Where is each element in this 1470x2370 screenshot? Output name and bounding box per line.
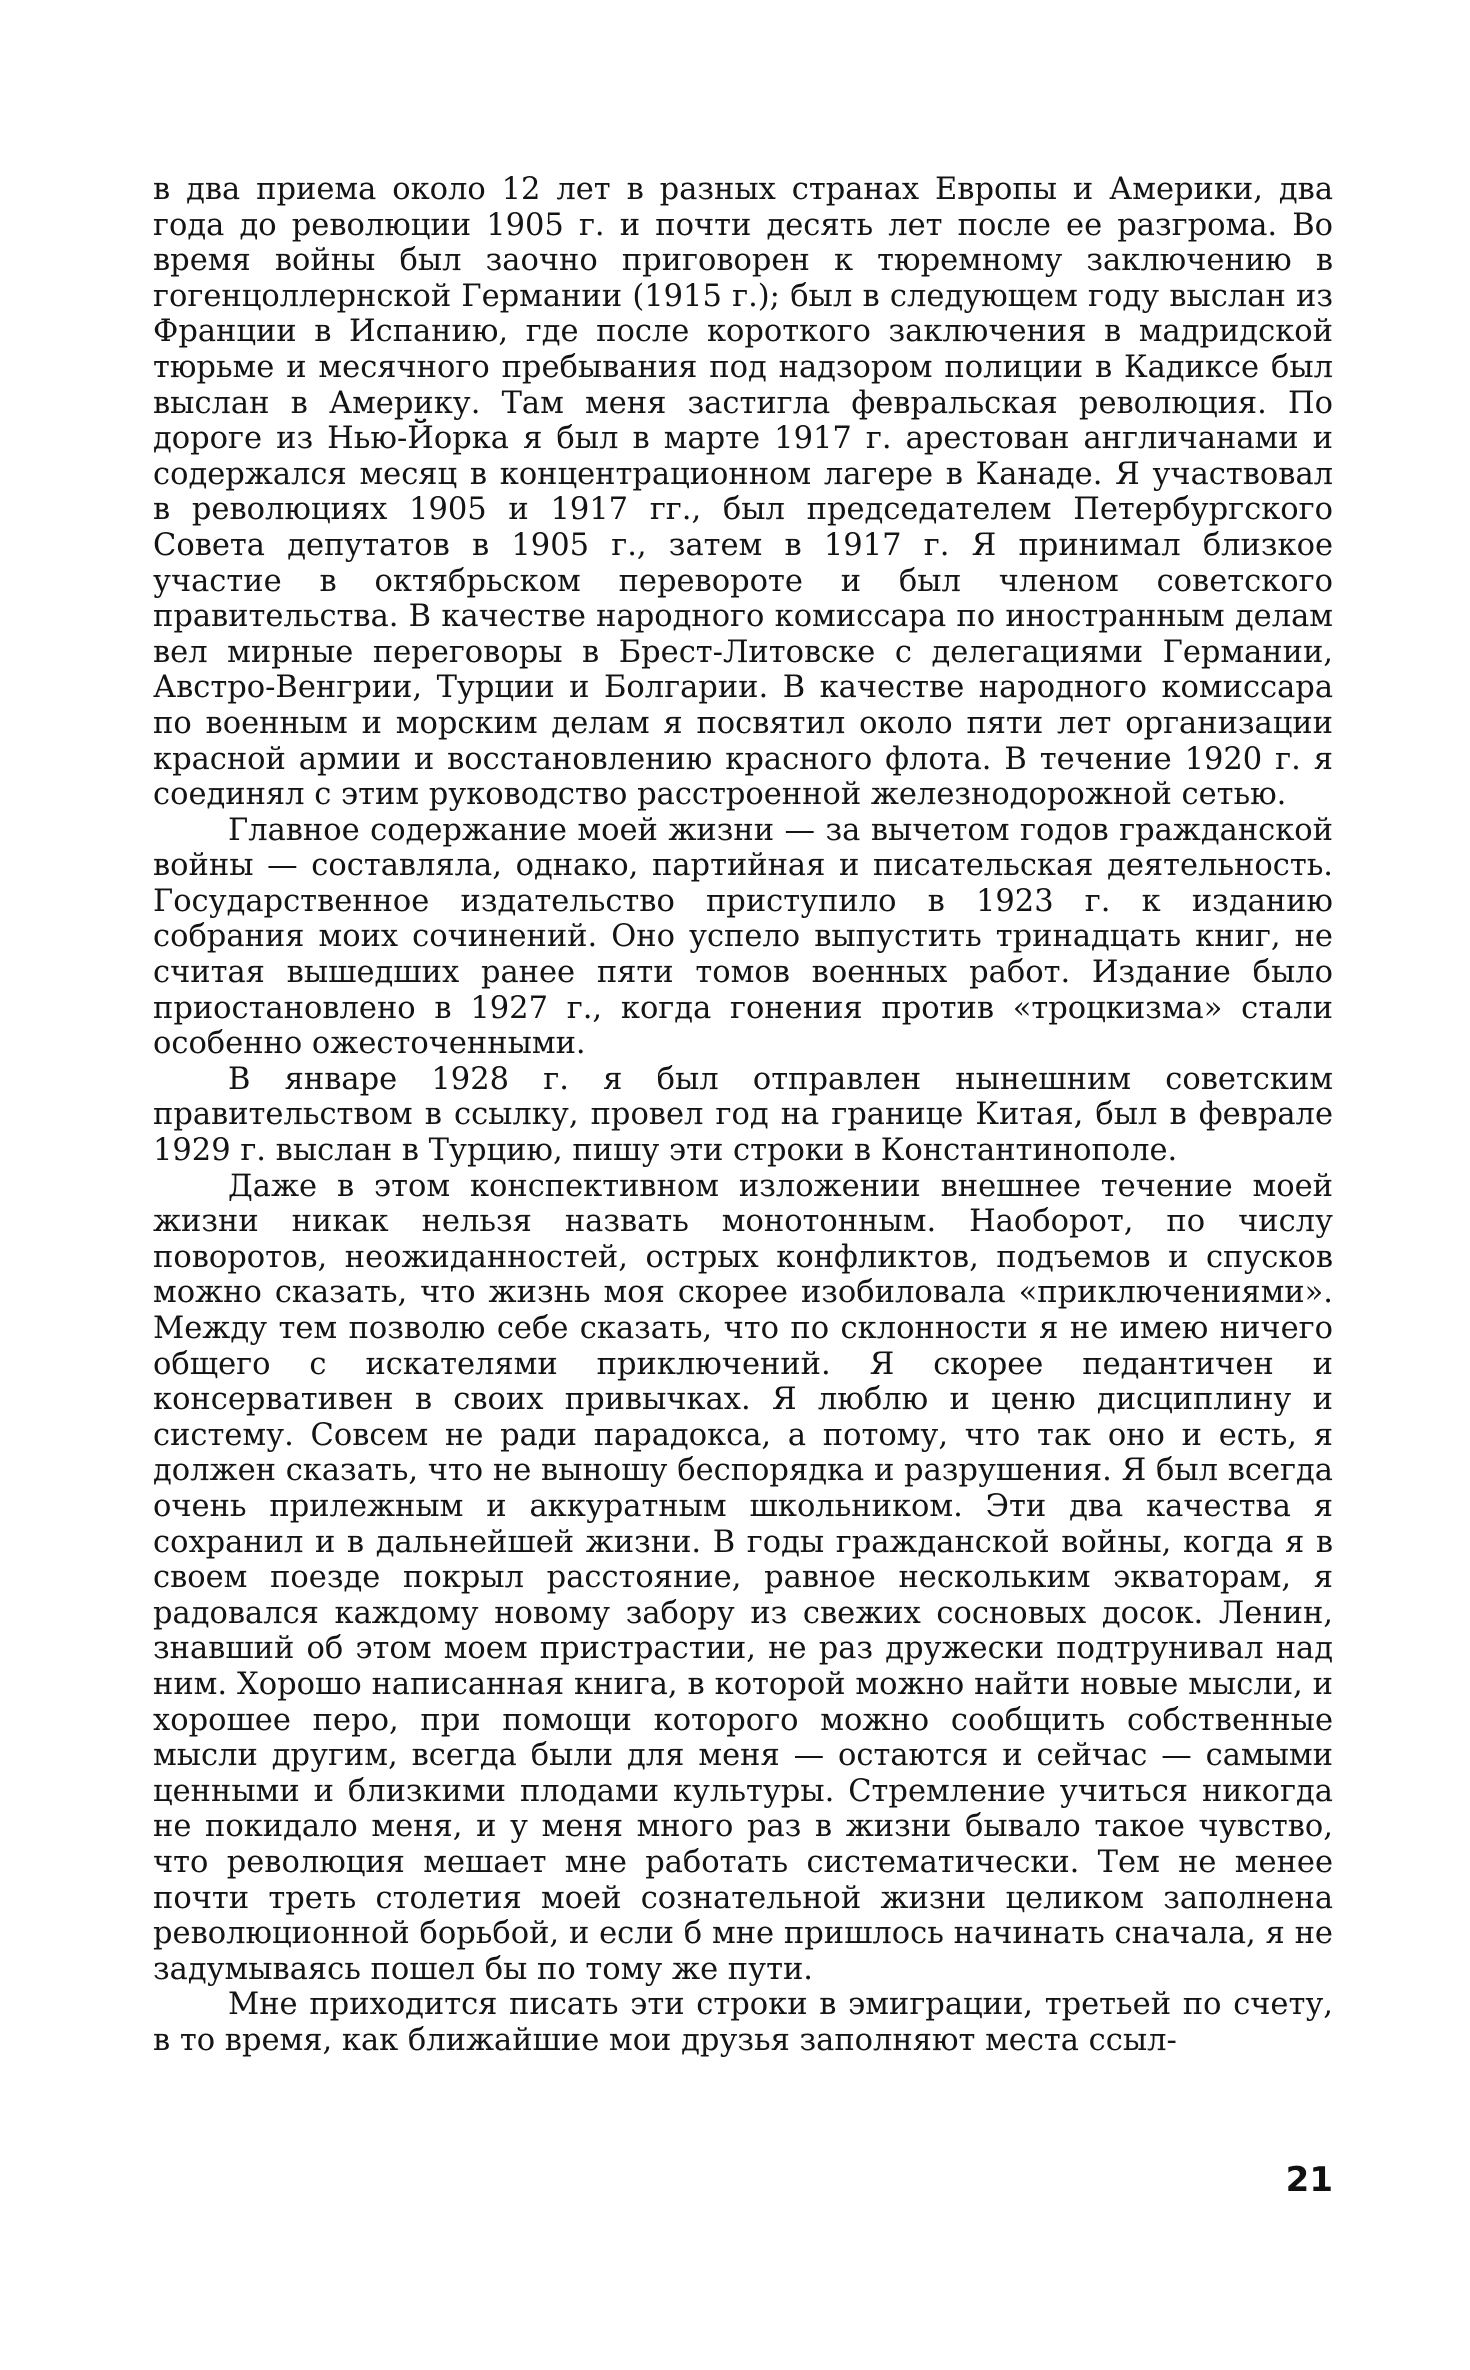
body-text [153,172,1333,2058]
paragraph-4: Даже в этом конспективном изложении внешнее течение моей жизни никак нельзя назвать монотонным. Наоборот, по числу поворотов, неожиданностей, острых конфликтов, подъемов и спусков можно сказать, что жизнь моя скорее изобиловала «приключениями». Между тем позволю себе сказать, что по склонности я не имею ничего общего с искателями приключений. Я скорее педантичен и консервативен в своих привычках. Я люблю и ценю дисциплину и систему. Совсем не ради парадокса, а потому, что так оно и есть, я должен сказать, что не выношу беспорядка и разрушения. Я был всегда очень прилежным и аккуратным школьником. Эти два качества я сохранил и в дальнейшей жизни. В годы гражданской войны, когда я в своем поезде покрыл расстояние, равное нескольким экваторам, я радовался каждому новому забору из свежих сосновых досок. Ленин, знавший об этом моем пристрастии, не раз дружески подтрунивал над ним. Хорошо написанная книга, в которой можно найти новые мысли, и хорошее перо, при помощи которого можно сообщить собственные мысли другим, всегда были для меня — остаются и сейчас — самыми ценными и близкими плодами культуры. Стремление учиться никогда не покидало меня, и у меня много раз в жизни бывало такое чувство, что революция мешает мне работать систематически. Тем не менее почти треть столетия моей сознательной жизни целиком заполнена революционной борьбой, и если б мне пришлось начинать сначала, я не задумываясь пошел бы по тому же пути. [153,1168,1333,1987]
page-number: 21 [1285,2160,1333,2200]
book-page [153,172,1333,2172]
paragraph-2: Главное содержание моей жизни — за вычетом годов гражданской войны — составляла, однако, партийная и писательская деятельность. Государственное издательство приступило в 1923 г. к изданию собрания моих сочинений. Оно успело выпустить тринадцать книг, не считая вышедших ранее пяти томов военных работ. Издание было приостановлено в 1927 г., когда гонения против «троцкизма» стали особенно ожесточенными. [153,812,1333,1062]
paragraph-1: в два приема около 12 лет в разных странах Европы и Америки, два года до революции 1905 г. и почти десять лет после ее разгрома. Во время войны был заочно приговорен к тюремному заключению в гогенцоллернской Германии (1915 г.); был в следующем году выслан из Франции в Испанию, где после короткого заключения в мадридской тюрьме и месячного пребывания под надзором полиции в Кадиксе был выслан в Америку. Там меня застигла февральская революция. По дороге из Нью-Йорка я был в марте 1917 г. арестован англичанами и содержался месяц в концентрационном лагере в Канаде. Я участвовал в революциях 1905 и 1917 гг., был председателем Петербургского Совета депутатов в 1905 г., затем в 1917 г. Я принимал близкое участие в октябрьском перевороте и был членом советского правительства. В качестве народного комиссара по иностранным делам вел мирные переговоры в Брест-Литовске с делегациями Германии, Австро-Венгрии, Турции и Болгарии. В качестве народного комиссара по военным и морским делам я посвятил около пяти лет организации красной армии и восстановлению красного флота. В течение 1920 г. я соединял с этим руководство расстроенной железнодорожной сетью. [153,172,1333,813]
paragraph-3: В январе 1928 г. я был отправлен нынешним советским правительством в ссылку, провел год на границе Китая, был в феврале 1929 г. выслан в Турцию, пишу эти строки в Константинополе. [153,1061,1333,1169]
paragraph-5: Мне приходится писать эти строки в эмиграции, третьей по счету, в то время, как ближайшие мои друзья заполняют места ссыл- [153,1987,1333,2058]
